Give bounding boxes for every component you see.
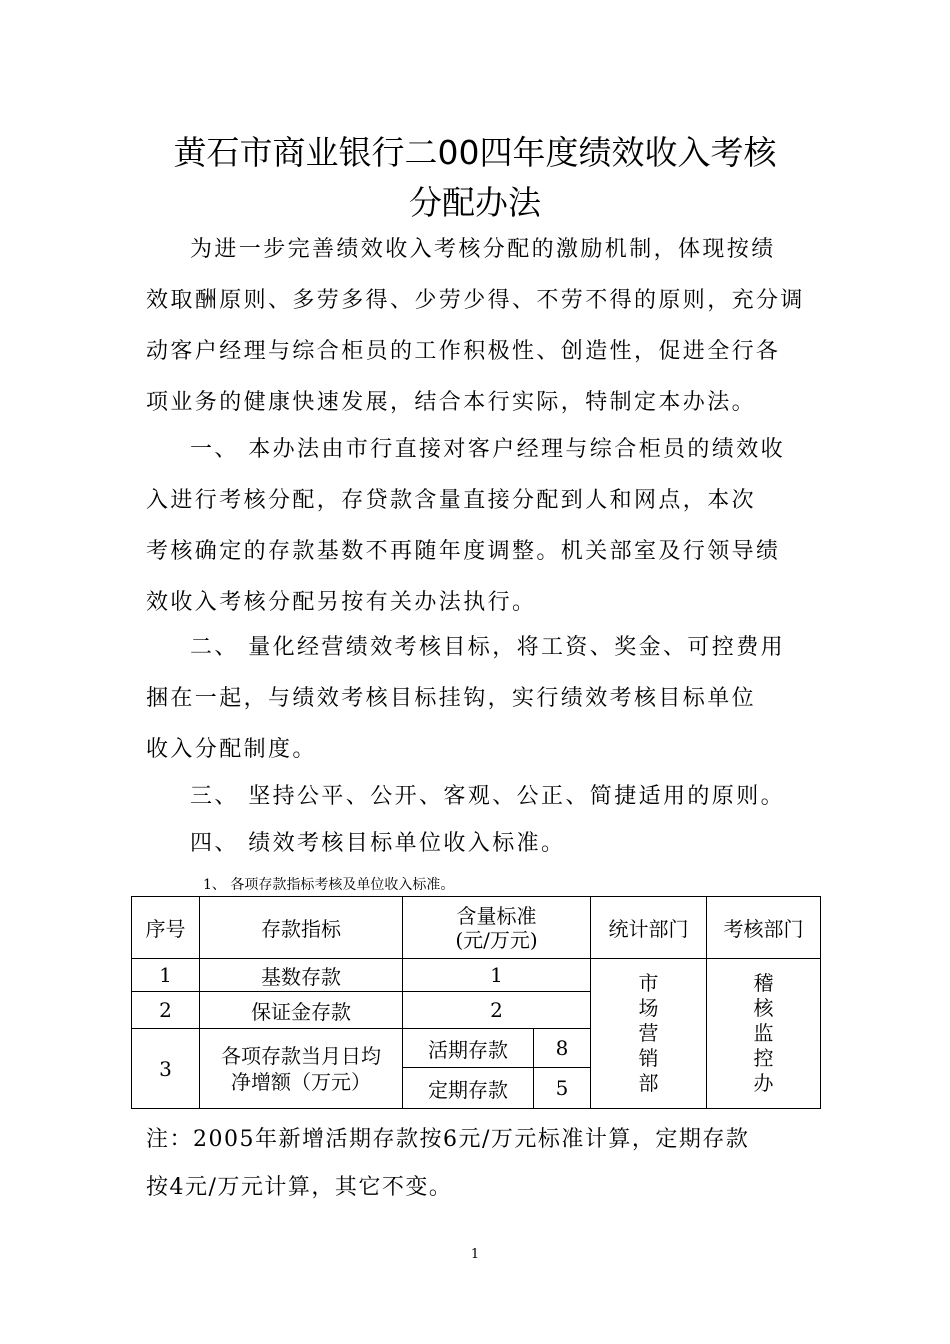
audit-dept-cell (707, 959, 821, 1109)
intro-line: 项业务的健康快速发展，结合本行实际，特制定本办法。 (146, 390, 757, 415)
section-2-line: 收入分配制度。 (146, 737, 317, 762)
stat-dept-char: 部 (638, 1071, 659, 1095)
deposit-standard-table (131, 896, 821, 1109)
sub-indicator: 活期存款 (403, 1029, 534, 1068)
sub-value: 8 (534, 1029, 591, 1068)
table-row (132, 959, 821, 992)
section-4-paragraph: 四、 绩效考核目标单位收入标准。 (190, 831, 566, 856)
note-line1: 注：2005年新增活期存款按6元/万元标准计算，定期存款 (146, 1127, 750, 1152)
table-header-row (132, 897, 821, 959)
audit-dept-char: 办 (753, 1071, 774, 1095)
header-stat-dept: 统计部门 (591, 897, 707, 959)
row-indicator-line2: 净增额（万元） (231, 1069, 371, 1094)
intro-line: 动客户经理与综合柜员的工作积极性、创造性，促进全行各 (146, 339, 781, 364)
section-2-line: 二、 量化经营绩效考核目标，将工资、奖金、可控费用 (190, 635, 785, 660)
row-value: 2 (403, 992, 591, 1029)
document-title-line1: 黄石市商业银行二00四年度绩效收入考核 (173, 133, 777, 172)
audit-dept-char: 稽 (753, 971, 774, 995)
section-1-line: 一、 本办法由市行直接对客户经理与综合柜员的绩效收 (190, 437, 785, 462)
row-indicator: 保证金存款 (200, 992, 403, 1029)
stat-dept-char: 销 (638, 1046, 659, 1070)
audit-dept-char: 控 (753, 1046, 774, 1070)
page-number: 1 (470, 1247, 480, 1262)
header-standard (403, 897, 591, 959)
sub-value: 5 (534, 1068, 591, 1109)
row-value: 1 (403, 959, 591, 992)
row-no: 3 (132, 1029, 200, 1109)
document-title-line2: 分配办法 (409, 183, 541, 222)
header-standard-line1: 含量标准 (456, 903, 537, 928)
section-2-line: 捆在一起，与绩效考核目标挂钩，实行绩效考核目标单位 (146, 686, 757, 711)
row-indicator-line1: 各项存款当月日均 (221, 1043, 381, 1068)
header-standard-line2: (元/万元) (455, 927, 538, 952)
section-1-paragraph (146, 424, 806, 628)
intro-paragraph (146, 224, 806, 428)
sub-indicator: 定期存款 (403, 1068, 534, 1109)
section-1-line: 入进行考核分配，存贷款含量直接分配到人和网点，本次 (146, 488, 757, 513)
stat-dept-char: 市 (638, 971, 659, 995)
stat-dept-char: 场 (638, 996, 659, 1020)
table-caption: 1、 各项存款指标考核及单位收入标准。 (203, 877, 455, 893)
intro-line: 为进一步完善绩效收入考核分配的激励机制，体现按绩 (190, 237, 776, 262)
stat-dept-cell (591, 959, 707, 1109)
section-3-paragraph: 三、 坚持公平、公开、客观、公正、简捷适用的原则。 (190, 784, 785, 809)
row-no: 2 (132, 992, 200, 1029)
section-1-line: 考核确定的存款基数不再随年度调整。机关部室及行领导绩 (146, 539, 781, 564)
audit-dept-char: 核 (753, 996, 774, 1020)
row-indicator (200, 1029, 403, 1109)
header-no: 序号 (132, 897, 200, 959)
header-indicator: 存款指标 (200, 897, 403, 959)
row-indicator: 基数存款 (200, 959, 403, 992)
intro-line: 效取酬原则、多劳多得、少劳少得、不劳不得的原则，充分调 (146, 288, 805, 313)
section-2-paragraph (146, 622, 806, 775)
audit-dept-char: 监 (753, 1021, 774, 1045)
stat-dept-char: 营 (638, 1021, 659, 1045)
header-audit-dept: 考核部门 (707, 897, 821, 959)
note-line2: 按4元/万元计算，其它不变。 (146, 1175, 453, 1200)
section-1-line: 效收入考核分配另按有关办法执行。 (146, 590, 537, 615)
row-no: 1 (132, 959, 200, 992)
